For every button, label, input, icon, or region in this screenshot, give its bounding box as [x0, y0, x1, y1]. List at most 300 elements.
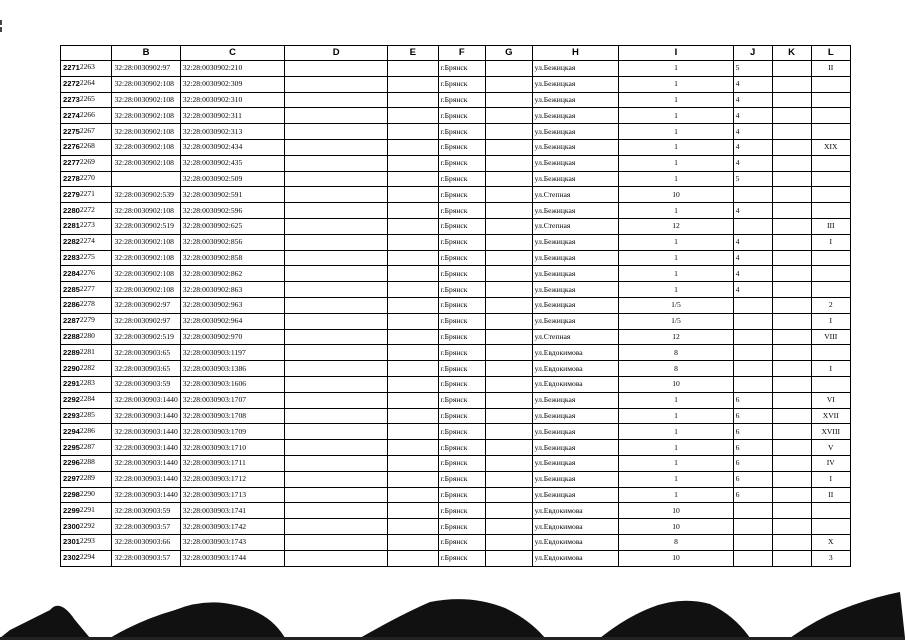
row-number	[61, 92, 112, 108]
cell-g	[485, 408, 532, 424]
cell-h: ул.Бежицкая	[532, 250, 619, 266]
cell-d	[285, 61, 388, 77]
column-header-row	[61, 46, 905, 61]
cell-i: 12	[619, 329, 733, 345]
cell-c: 32:28:0030903:1606	[180, 376, 285, 392]
column-header-l: L	[811, 46, 850, 61]
cell-i: 1	[619, 76, 733, 92]
cell-b: 32:28:0030903:59	[112, 503, 180, 519]
cell-j	[733, 187, 772, 203]
cell-g	[485, 250, 532, 266]
cell-l	[811, 124, 850, 140]
table-row	[61, 329, 905, 345]
cell-c: 32:28:0030902:434	[180, 139, 285, 155]
cell-b: 32:28:0030902:108	[112, 76, 180, 92]
row-id: 2265	[79, 93, 95, 103]
cell-h: ул.Бежицкая	[532, 266, 619, 282]
cell-l: 2	[811, 297, 850, 313]
cell-c: 32:28:0030903:1710	[180, 440, 285, 456]
cell-e	[387, 376, 438, 392]
row-number	[61, 108, 112, 124]
cell-f: г.Брянск	[438, 361, 485, 377]
row-number-value: 2281	[63, 221, 80, 231]
cell-j	[733, 297, 772, 313]
cell-h: ул.Степная	[532, 218, 619, 234]
cell-e	[387, 266, 438, 282]
cell-h: ул.Бежицкая	[532, 392, 619, 408]
cell-b: 32:28:0030903:66	[112, 534, 180, 550]
cell-i: 8	[619, 534, 733, 550]
scan-margin-mark	[0, 27, 2, 32]
cell-f: г.Брянск	[438, 234, 485, 250]
cell-e	[387, 440, 438, 456]
cell-g	[485, 329, 532, 345]
cell-l: I	[811, 361, 850, 377]
table-row	[61, 361, 905, 377]
table-row	[61, 550, 905, 566]
cell-l: II	[811, 61, 850, 77]
cell-l: 3	[811, 550, 850, 566]
cell-g	[485, 124, 532, 140]
cell-f: г.Брянск	[438, 424, 485, 440]
cell-h: ул.Евдокимова	[532, 376, 619, 392]
cell-i: 1/5	[619, 297, 733, 313]
cell-g	[485, 440, 532, 456]
cell-i: 10	[619, 550, 733, 566]
row-number-value: 2276	[63, 142, 80, 152]
cell-b: 32:28:0030902:108	[112, 250, 180, 266]
cell-f: г.Брянск	[438, 266, 485, 282]
cell-g	[485, 297, 532, 313]
row-number	[61, 218, 112, 234]
cell-c: 32:28:0030902:625	[180, 218, 285, 234]
cell-e	[387, 345, 438, 361]
row-number-value: 2289	[63, 347, 80, 357]
cell-j: 4	[733, 124, 772, 140]
cell-h: ул.Бежицкая	[532, 487, 619, 503]
cell-k	[772, 61, 811, 77]
cell-i: 1	[619, 171, 733, 187]
cell-g	[485, 282, 532, 298]
row-id: 2287	[79, 441, 95, 451]
row-number	[61, 455, 112, 471]
cell-l	[811, 187, 850, 203]
cell-k	[772, 519, 811, 535]
cell-j	[733, 550, 772, 566]
row-number-value: 2293	[63, 410, 80, 420]
row-number-value: 2290	[63, 363, 80, 373]
cell-d	[285, 455, 388, 471]
cell-g	[485, 519, 532, 535]
cell-l	[811, 92, 850, 108]
cell-b: 32:28:0030903:59	[112, 376, 180, 392]
cell-i: 1	[619, 392, 733, 408]
cell-g	[485, 345, 532, 361]
cell-g	[485, 471, 532, 487]
cell-d	[285, 534, 388, 550]
cell-i: 1	[619, 471, 733, 487]
cell-g	[485, 424, 532, 440]
cell-d	[285, 282, 388, 298]
column-header-j: J	[733, 46, 772, 61]
cell-j	[733, 345, 772, 361]
row-id: 2286	[79, 425, 95, 435]
cell-e	[387, 361, 438, 377]
cell-f: г.Брянск	[438, 76, 485, 92]
table-row	[61, 376, 905, 392]
cell-j: 5	[733, 61, 772, 77]
cell-i: 1	[619, 61, 733, 77]
table-row	[61, 218, 905, 234]
cell-g	[485, 392, 532, 408]
cell-h: ул.Бежицкая	[532, 92, 619, 108]
cell-d	[285, 392, 388, 408]
cell-d	[285, 503, 388, 519]
row-id: 2270	[79, 172, 95, 182]
cell-j: 4	[733, 282, 772, 298]
cell-g	[485, 361, 532, 377]
row-number-value: 2277	[63, 158, 80, 168]
cell-g	[485, 313, 532, 329]
cell-c: 32:28:0030903:1197	[180, 345, 285, 361]
cell-c: 32:28:0030902:963	[180, 297, 285, 313]
cell-g	[485, 76, 532, 92]
cell-i: 1	[619, 440, 733, 456]
row-id: 2281	[79, 346, 95, 356]
cell-d	[285, 487, 388, 503]
cell-f: г.Брянск	[438, 503, 485, 519]
row-number	[61, 392, 112, 408]
row-number-value: 2273	[63, 94, 80, 104]
table-row	[61, 455, 905, 471]
cell-j: 4	[733, 203, 772, 219]
row-number-value: 2299	[63, 505, 80, 515]
table-row	[61, 187, 905, 203]
cell-l	[811, 519, 850, 535]
row-id: 2273	[79, 220, 95, 230]
cell-b: 32:28:0030902:108	[112, 282, 180, 298]
cell-b: 32:28:0030902:97	[112, 313, 180, 329]
cell-j	[733, 534, 772, 550]
cell-h: ул.Бежицкая	[532, 313, 619, 329]
row-number-value: 2295	[63, 442, 80, 452]
cell-e	[387, 329, 438, 345]
cell-l	[811, 155, 850, 171]
cell-l: III	[811, 218, 850, 234]
table-row	[61, 408, 905, 424]
row-id: 2264	[79, 78, 95, 88]
cell-f: г.Брянск	[438, 282, 485, 298]
row-number	[61, 282, 112, 298]
cell-i: 1	[619, 487, 733, 503]
cell-h: ул.Евдокимова	[532, 503, 619, 519]
row-id: 2268	[79, 141, 95, 151]
cell-d	[285, 92, 388, 108]
cell-j: 4	[733, 139, 772, 155]
table-row	[61, 124, 905, 140]
cell-k	[772, 313, 811, 329]
cell-d	[285, 155, 388, 171]
cell-d	[285, 76, 388, 92]
cell-g	[485, 203, 532, 219]
cell-f: г.Брянск	[438, 218, 485, 234]
cell-g	[485, 534, 532, 550]
cell-i: 10	[619, 376, 733, 392]
cell-l	[811, 250, 850, 266]
cell-k	[772, 392, 811, 408]
cell-d	[285, 297, 388, 313]
table-row	[61, 297, 905, 313]
cell-k	[772, 250, 811, 266]
cell-f: г.Брянск	[438, 345, 485, 361]
cell-i: 1	[619, 139, 733, 155]
cell-g	[485, 376, 532, 392]
cell-c: 32:28:0030903:1744	[180, 550, 285, 566]
row-number-value: 2292	[63, 395, 80, 405]
cell-d	[285, 345, 388, 361]
row-number	[61, 124, 112, 140]
cell-k	[772, 408, 811, 424]
cell-b: 32:28:0030903:1440	[112, 424, 180, 440]
row-id: 2280	[79, 330, 95, 340]
row-id: 2284	[79, 394, 95, 404]
cell-f: г.Брянск	[438, 487, 485, 503]
cell-i: 1	[619, 424, 733, 440]
cell-k	[772, 503, 811, 519]
cell-d	[285, 139, 388, 155]
row-number-value: 2302	[63, 553, 80, 563]
row-number	[61, 471, 112, 487]
cell-f: г.Брянск	[438, 376, 485, 392]
cell-f: г.Брянск	[438, 203, 485, 219]
row-number-value: 2275	[63, 126, 80, 136]
row-number	[61, 503, 112, 519]
cell-e	[387, 139, 438, 155]
cell-f: г.Брянск	[438, 408, 485, 424]
cell-b: 32:28:0030902:97	[112, 61, 180, 77]
cell-h: ул.Бежицкая	[532, 171, 619, 187]
cell-c: 32:28:0030902:596	[180, 203, 285, 219]
cell-j	[733, 503, 772, 519]
cell-c: 32:28:0030903:1386	[180, 361, 285, 377]
table-body	[61, 61, 905, 567]
cell-d	[285, 171, 388, 187]
cell-j: 4	[733, 108, 772, 124]
cell-k	[772, 266, 811, 282]
cell-j	[733, 218, 772, 234]
cell-l: I	[811, 234, 850, 250]
cell-j: 5	[733, 171, 772, 187]
row-id: 2276	[79, 267, 95, 277]
cell-b: 32:28:0030903:1440	[112, 455, 180, 471]
row-number-value: 2274	[63, 110, 80, 120]
cell-k	[772, 550, 811, 566]
row-id: 2269	[79, 157, 95, 167]
table-row	[61, 534, 905, 550]
cell-f: г.Брянск	[438, 519, 485, 535]
cell-i: 1	[619, 155, 733, 171]
cell-f: г.Брянск	[438, 471, 485, 487]
cell-h: ул.Степная	[532, 187, 619, 203]
cell-e	[387, 392, 438, 408]
cell-b: 32:28:0030903:65	[112, 361, 180, 377]
cell-d	[285, 203, 388, 219]
cell-e	[387, 234, 438, 250]
cell-h: ул.Бежицкая	[532, 297, 619, 313]
cell-b: 32:28:0030902:108	[112, 92, 180, 108]
row-number	[61, 424, 112, 440]
column-header-d: D	[285, 46, 388, 61]
cell-d	[285, 313, 388, 329]
cell-c: 32:28:0030902:309	[180, 76, 285, 92]
cell-g	[485, 266, 532, 282]
row-id: 2294	[79, 552, 95, 562]
row-id: 2263	[79, 62, 95, 72]
cell-k	[772, 282, 811, 298]
cell-h: ул.Евдокимова	[532, 534, 619, 550]
cell-d	[285, 218, 388, 234]
cell-b: 32:28:0030902:519	[112, 218, 180, 234]
cell-c: 32:28:0030903:1713	[180, 487, 285, 503]
table-row	[61, 234, 905, 250]
row-id: 2290	[79, 488, 95, 498]
row-number	[61, 361, 112, 377]
cell-j: 6	[733, 455, 772, 471]
cell-c: 32:28:0030903:1741	[180, 503, 285, 519]
row-id: 2288	[79, 457, 95, 467]
cell-e	[387, 550, 438, 566]
cell-f: г.Брянск	[438, 155, 485, 171]
cell-l: VI	[811, 392, 850, 408]
cell-l	[811, 108, 850, 124]
cell-h: ул.Бежицкая	[532, 61, 619, 77]
row-number-value: 2301	[63, 537, 80, 547]
row-number-value: 2272	[63, 79, 80, 89]
row-number	[61, 266, 112, 282]
cell-e	[387, 76, 438, 92]
row-number	[61, 250, 112, 266]
row-number	[61, 155, 112, 171]
cell-h: ул.Бежицкая	[532, 203, 619, 219]
cell-c: 32:28:0030902:591	[180, 187, 285, 203]
cell-e	[387, 297, 438, 313]
cell-e	[387, 487, 438, 503]
cell-c: 32:28:0030902:862	[180, 266, 285, 282]
row-number-value: 2280	[63, 205, 80, 215]
cell-k	[772, 108, 811, 124]
cell-i: 1	[619, 124, 733, 140]
scan-artifact-bands	[0, 580, 905, 640]
table-row	[61, 266, 905, 282]
cell-b: 32:28:0030902:519	[112, 329, 180, 345]
cell-f: г.Брянск	[438, 440, 485, 456]
cell-c: 32:28:0030902:970	[180, 329, 285, 345]
cell-e	[387, 61, 438, 77]
column-header-f: F	[438, 46, 485, 61]
row-number-value: 2283	[63, 252, 80, 262]
cell-d	[285, 187, 388, 203]
cell-e	[387, 503, 438, 519]
cell-b: 32:28:0030903:1440	[112, 471, 180, 487]
cell-f: г.Брянск	[438, 61, 485, 77]
row-id: 2274	[79, 236, 95, 246]
cell-k	[772, 424, 811, 440]
table-row	[61, 392, 905, 408]
table-row	[61, 61, 905, 77]
cell-f: г.Брянск	[438, 313, 485, 329]
row-number	[61, 329, 112, 345]
column-header-e: E	[387, 46, 438, 61]
row-number-value: 2294	[63, 426, 80, 436]
row-id: 2277	[79, 283, 95, 293]
row-number	[61, 139, 112, 155]
cell-e	[387, 313, 438, 329]
cell-b: 32:28:0030902:108	[112, 139, 180, 155]
cell-d	[285, 519, 388, 535]
cell-i: 1	[619, 408, 733, 424]
scan-margin-mark	[0, 20, 2, 25]
cell-h: ул.Бежицкая	[532, 424, 619, 440]
row-id: 2279	[79, 315, 95, 325]
cell-k	[772, 187, 811, 203]
cell-k	[772, 455, 811, 471]
cell-j: 4	[733, 250, 772, 266]
cell-k	[772, 203, 811, 219]
row-id: 2267	[79, 125, 95, 135]
cell-f: г.Брянск	[438, 139, 485, 155]
cell-k	[772, 471, 811, 487]
cell-e	[387, 471, 438, 487]
cell-h: ул.Бежицкая	[532, 455, 619, 471]
corner-header	[61, 46, 112, 61]
cell-e	[387, 519, 438, 535]
cell-j	[733, 361, 772, 377]
row-number-value: 2286	[63, 300, 80, 310]
table-row	[61, 76, 905, 92]
row-id: 2271	[79, 188, 95, 198]
row-number	[61, 408, 112, 424]
cell-l: IV	[811, 455, 850, 471]
cell-i: 1/5	[619, 313, 733, 329]
cell-k	[772, 124, 811, 140]
cell-l	[811, 171, 850, 187]
cell-j	[733, 329, 772, 345]
row-number	[61, 234, 112, 250]
cell-e	[387, 408, 438, 424]
row-number	[61, 297, 112, 313]
cell-i: 1	[619, 108, 733, 124]
cell-c: 32:28:0030903:1709	[180, 424, 285, 440]
cell-e	[387, 534, 438, 550]
row-number	[61, 550, 112, 566]
cell-b: 32:28:0030902:108	[112, 234, 180, 250]
row-id: 2292	[79, 520, 95, 530]
cell-h: ул.Евдокимова	[532, 345, 619, 361]
cell-l	[811, 345, 850, 361]
table-row	[61, 203, 905, 219]
cell-f: г.Брянск	[438, 329, 485, 345]
cell-j: 4	[733, 76, 772, 92]
cell-f: г.Брянск	[438, 455, 485, 471]
cell-e	[387, 124, 438, 140]
cell-d	[285, 266, 388, 282]
cell-i: 8	[619, 361, 733, 377]
cell-j: 4	[733, 234, 772, 250]
cell-h: ул.Бежицкая	[532, 155, 619, 171]
cell-e	[387, 171, 438, 187]
cell-f: г.Брянск	[438, 171, 485, 187]
cell-k	[772, 139, 811, 155]
